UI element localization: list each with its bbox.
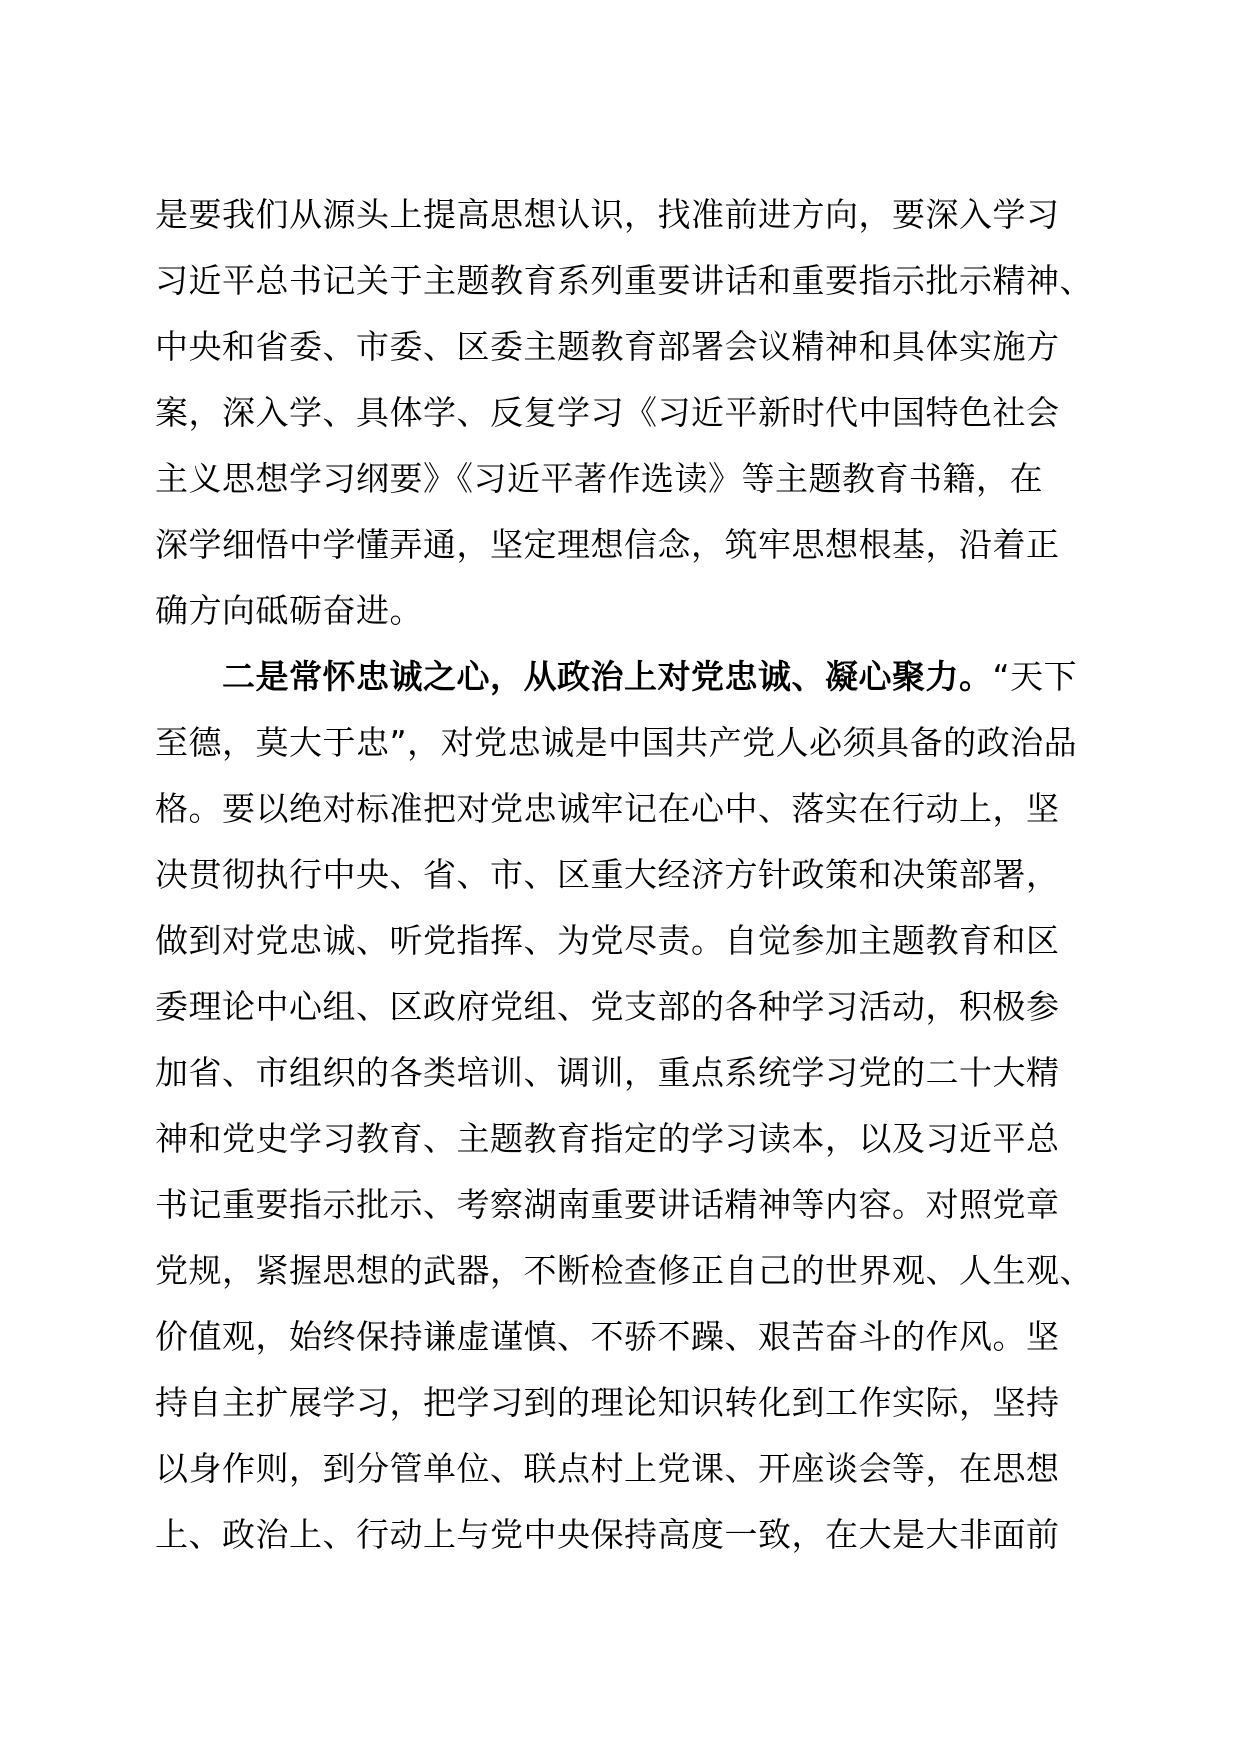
paragraph-line: 中央和省委、市委、区委主题教育部署会议精神和具体实施方 (155, 327, 1060, 366)
section-heading-line (222, 644, 1077, 710)
paragraph-line: 案，深入学、具体学、反复学习《习近平新时代中国特色社会 (155, 393, 1060, 432)
paragraph-line: 以身作则，到分管单位、联点村上党课、开座谈会等，在思想 (155, 1449, 1060, 1488)
paragraph-line: 党规，紧握思想的武器，不断检查修正自己的世界观、人生观、 (155, 1251, 1093, 1290)
paragraph-line: 加省、市组织的各类培训、调训，重点系统学习党的二十大精 (155, 1053, 1060, 1092)
paragraph-line: 上、政治上、行动上与党中央保持高度一致，在大是大非面前 (155, 1515, 1060, 1554)
paragraph-line: 委理论中心组、区政府党组、党支部的各种学习活动，积极参 (155, 987, 1060, 1026)
paragraph-line: 书记重要指示批示、考察湖南重要讲话精神等内容。对照党章 (155, 1185, 1060, 1224)
paragraph-line: 习近平总书记关于主题教育系列重要讲话和重要指示批示精神、 (155, 261, 1093, 300)
paragraph-line: 至德，莫大于忠”，对党忠诚是中国共产党人必须具备的政治品 (155, 723, 1078, 762)
paragraph-line: 做到对党忠诚、听党指挥、为党尽责。自觉参加主题教育和区 (155, 921, 1060, 960)
paragraph-line: 主义思想学习纲要》《习近平著作选读》等主题教育书籍，在 (155, 459, 1043, 498)
paragraph-line: 持自主扩展学习，把学习到的理论知识转化到工作实际，坚持 (155, 1383, 1060, 1422)
paragraph-line: 深学细悟中学懂弄通，坚定理想信念，筑牢思想根基，沿着正 (155, 525, 1060, 564)
paragraph-line: 格。要以绝对标准把对党忠诚牢记在心中、落实在行动上，坚 (155, 789, 1060, 828)
paragraph-line: 决贯彻执行中央、省、市、区重大经济方针政策和决策部署， (155, 855, 1060, 894)
paragraph-line: 确方向砥砺奋进。 (155, 591, 423, 630)
heading-continuation: “天下 (992, 657, 1078, 696)
section-heading: 二是常怀忠诚之心，从政治上对党忠诚、凝心聚力。 (222, 657, 993, 696)
paragraph-line: 神和党史学习教育、主题教育指定的学习读本，以及习近平总 (155, 1119, 1060, 1158)
paragraph-line: 是要我们从源头上提高思想认识，找准前进方向，要深入学习 (155, 195, 1060, 234)
paragraph-line: 价值观，始终保持谦虚谨慎、不骄不躁、艰苦奋斗的作风。坚 (155, 1317, 1060, 1356)
